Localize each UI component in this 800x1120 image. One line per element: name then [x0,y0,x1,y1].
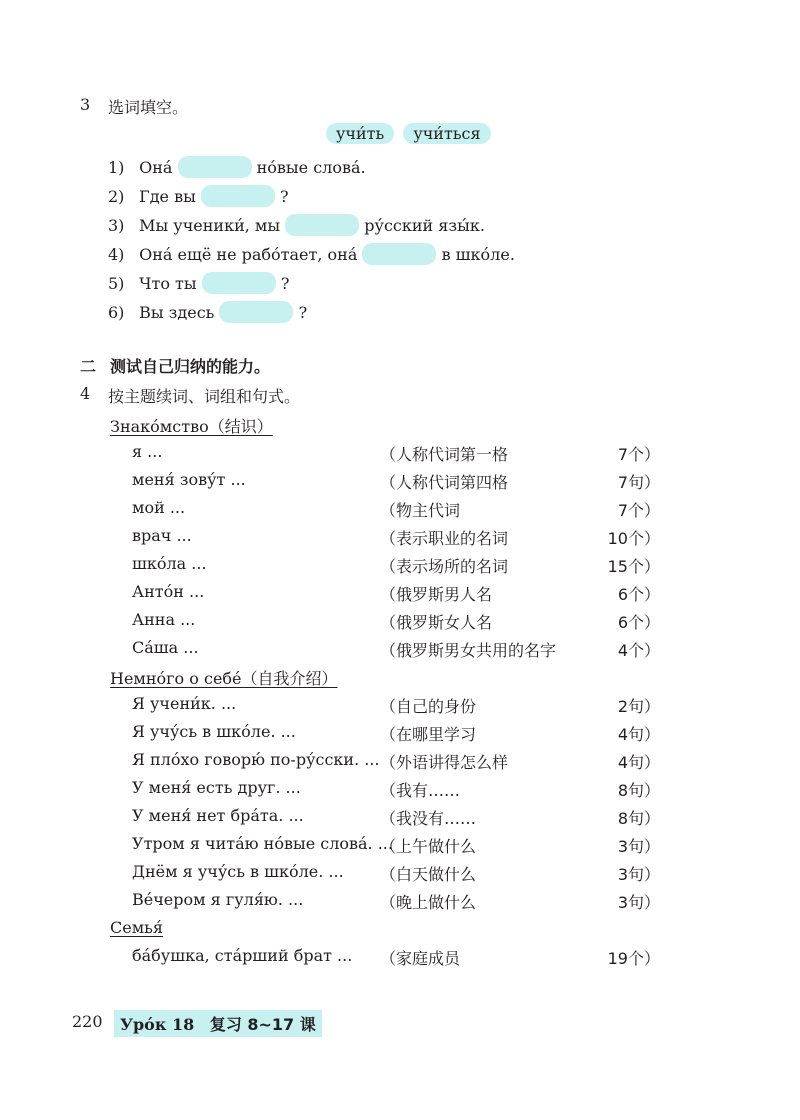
row-cn: （自己的身份 [380,697,477,716]
lesson-label: Уро́к 18 [120,1015,195,1034]
row-cn: （在哪里学习 [380,725,477,744]
group-heading-acquaintance: Знако́мство（结识） [110,417,273,436]
row-cn: （物主代词 [380,501,461,520]
exercise-item-6: 6) Вы здесь ? [108,303,308,322]
answer-blank[interactable] [362,243,436,265]
exercise-item-2: 2) Где вы ? [108,187,289,206]
task4-title: 按主题续词、词组和句式。 [108,387,301,406]
row-count: 4句） [617,725,660,744]
row-ru: Анна ... [132,610,196,629]
lesson-subtitle: 复习 8~17 课 [209,1015,316,1034]
row-ru: Утром я чита́ю но́вые слова́. ... [132,834,393,853]
group-heading-family: Семья́ [110,918,163,937]
row-ru: я ... [132,442,163,461]
word-option-1: учи́ть [326,123,394,144]
row-count: 6个） [617,613,660,632]
row-count: 7个） [617,501,660,520]
exercise-item-4: 4) Она́ ещё не рабо́тает, она́ в шко́ле. [108,245,515,264]
row-ru: Днём я учу́сь в шко́ле. ... [132,862,344,881]
row-ru: Я учени́к. ... [132,694,237,713]
row-cn: （家庭成员 [380,949,461,968]
row-count: 2句） [617,697,660,716]
row-ru: врач ... [132,526,192,545]
row-cn: （我没有…… [380,809,477,828]
row-count: 7个） [617,445,660,464]
row-cn: （俄罗斯男女共用的名字 [380,641,557,660]
answer-blank[interactable] [178,156,252,178]
row-count: 6个） [617,585,660,604]
row-count: 8句） [617,781,660,800]
answer-blank[interactable] [202,272,276,294]
row-cn: （白天做什么 [380,865,477,884]
row-cn: （外语讲得怎么样 [380,753,509,772]
row-count: 4句） [617,753,660,772]
row-count: 8句） [617,809,660,828]
row-cn: （晚上做什么 [380,893,477,912]
row-count: 4个） [617,641,660,660]
row-cn: （表示职业的名词 [380,529,509,548]
row-count: 10个） [607,529,660,548]
row-ru: Анто́н ... [132,582,205,601]
row-cn: （表示场所的名词 [380,557,509,576]
row-cn: （俄罗斯男人名 [380,585,493,604]
row-ru: ба́бушка, ста́рший брат ... [132,946,353,965]
task3-title: 选词填空。 [108,98,189,117]
row-cn: （人称代词第一格 [380,445,509,464]
row-ru: меня́ зову́т ... [132,470,246,489]
row-ru: У меня́ есть друг. ... [132,778,301,797]
row-count: 3句） [617,865,660,884]
row-ru: Ве́чером я гуля́ю. ... [132,890,304,909]
word-option-2: учи́ться [403,123,490,144]
lesson-tag [114,1010,322,1037]
word-options [326,123,495,144]
row-count: 19个） [607,949,660,968]
answer-blank[interactable] [219,301,293,323]
answer-blank[interactable] [285,214,359,236]
exercise-item-3: 3) Мы ученики́, мы ру́сский язы́к. [108,216,485,235]
answer-blank[interactable] [201,185,275,207]
exercise-item-5: 5) Что ты ? [108,274,290,293]
row-ru: У меня́ нет бра́та. ... [132,806,304,825]
section-marker: 二 [80,357,97,376]
exercise-item-1: 1) Она́ но́вые слова́. [108,158,366,177]
row-count: 15个） [607,557,660,576]
row-cn: （人称代词第四格 [380,473,509,492]
row-ru: шко́ла ... [132,554,207,573]
row-count: 3句） [617,893,660,912]
row-count: 7句） [617,473,660,492]
row-count: 3句） [617,837,660,856]
group-heading-about-self: Немно́го о себе́（自我介绍） [110,669,338,688]
task4-number: 4 [80,384,91,403]
row-ru: Я пло́хо говорю́ по-ру́сски. ... [132,750,380,769]
row-cn: （俄罗斯女人名 [380,613,493,632]
row-ru: Са́ша ... [132,638,199,657]
row-cn: （上午做什么 [380,837,477,856]
row-ru: мой ... [132,498,186,517]
task3-number: 3 [80,95,91,114]
row-ru: Я учу́сь в шко́ле. ... [132,722,296,741]
page-number: 220 [72,1012,103,1031]
row-cn: （我有…… [380,781,461,800]
section-title: 测试自己归纳的能力。 [110,357,271,376]
